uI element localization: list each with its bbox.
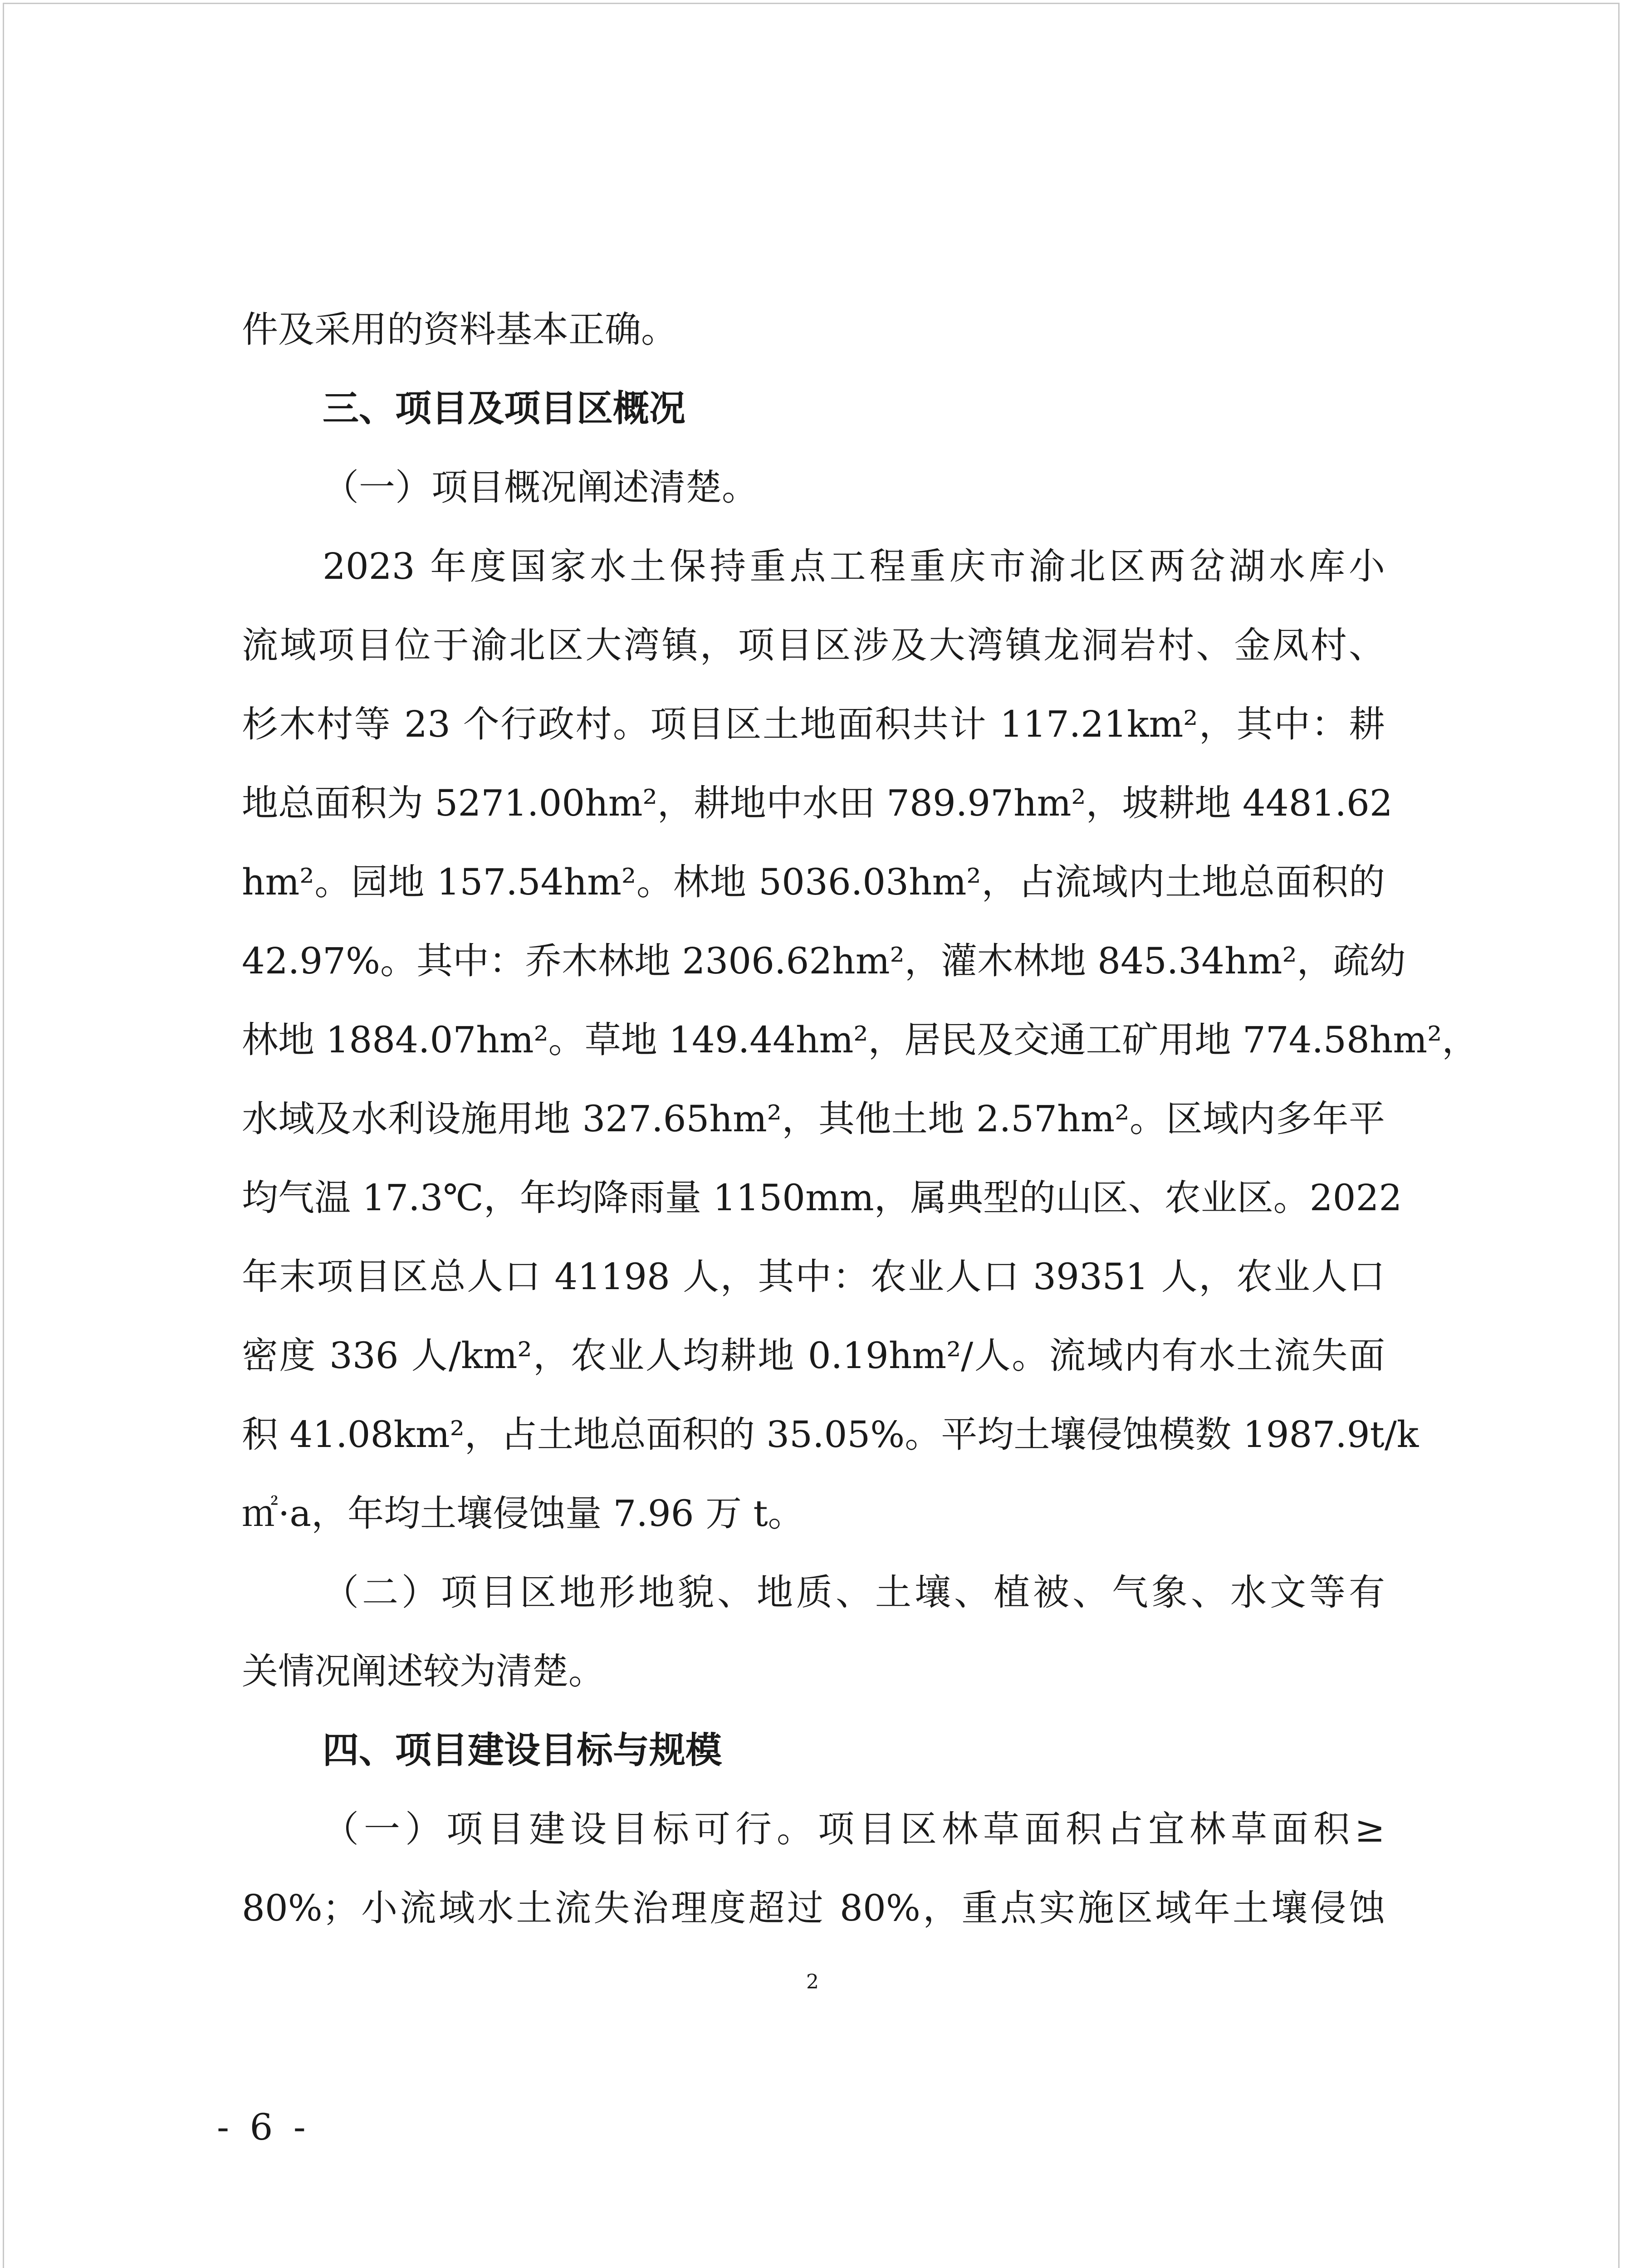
document-body — [242, 290, 1478, 1948]
paragraph-line: ㎡·a，年均土壤侵蚀量 7.96 万 t。 — [242, 1492, 804, 1535]
paragraph-line: 2023 年度国家水土保持重点工程重庆市渝北区两岔湖水库小 — [323, 545, 1385, 587]
paragraph-line: 年末项目区总人口 41198 人，其中：农业人口 39351 人，农业人口 — [242, 1256, 1385, 1298]
paragraph-line: 林地 1884.07hm²。草地 149.44hm²，居民及交通工矿用地 774.58hm²， — [242, 1019, 1478, 1061]
paragraph-line: 积 41.08km²，占土地总面积的 35.05%。平均土壤侵蚀模数 1987.9t/k — [242, 1413, 1419, 1456]
subsection-heading-2: （二）项目区地形地貌、地质、土壤、植被、气象、水文等有 — [323, 1571, 1385, 1613]
paragraph-line: 关情况阐述较为清楚。 — [242, 1650, 605, 1692]
inner-page-number: 2 — [806, 1970, 819, 1994]
section-heading-project-overview: 三、项目及项目区概况 — [323, 387, 685, 430]
footer-page-number: - 6 - — [217, 2106, 310, 2148]
paragraph-line: hm²。园地 157.54hm²。林地 5036.03hm²，占流域内土地总面积的 — [242, 861, 1385, 903]
paragraph-line: （一）项目建设目标可行。项目区林草面积占宜林草面积≥ — [323, 1808, 1385, 1850]
paragraph-line: 密度 336 人/km²，农业人均耕地 0.19hm²/人。流域内有水土流失面 — [242, 1334, 1385, 1377]
section-heading-construction-goals: 四、项目建设目标与规模 — [323, 1729, 722, 1771]
subsection-heading-1: （一）项目概况阐述清楚。 — [323, 466, 758, 508]
paragraph-line: 地总面积为 5271.00hm²，耕地中水田 789.97hm²，坡耕地 4481.62 — [242, 782, 1393, 824]
paragraph-line: 流域项目位于渝北区大湾镇，项目区涉及大湾镇龙洞岩村、金凤村、 — [242, 624, 1385, 666]
paragraph-line: 杉木村等 23 个行政村。项目区土地面积共计 117.21km²，其中：耕 — [242, 703, 1385, 745]
paragraph-line: 水域及水利设施用地 327.65hm²，其他土地 2.57hm²。区域内多年平 — [242, 1098, 1385, 1140]
paragraph-line: 42.97%。其中：乔木林地 2306.62hm²，灌木林地 845.34hm²，疏幼 — [242, 940, 1406, 982]
paragraph-line-continuation: 件及采用的资料基本正确。 — [242, 308, 677, 351]
paragraph-line: 均气温 17.3℃，年均降雨量 1150mm，属典型的山区、农业区。2022 — [242, 1177, 1402, 1219]
paragraph-line: 80%；小流域水土流失治理度超过 80%，重点实施区域年土壤侵蚀 — [242, 1887, 1385, 1929]
